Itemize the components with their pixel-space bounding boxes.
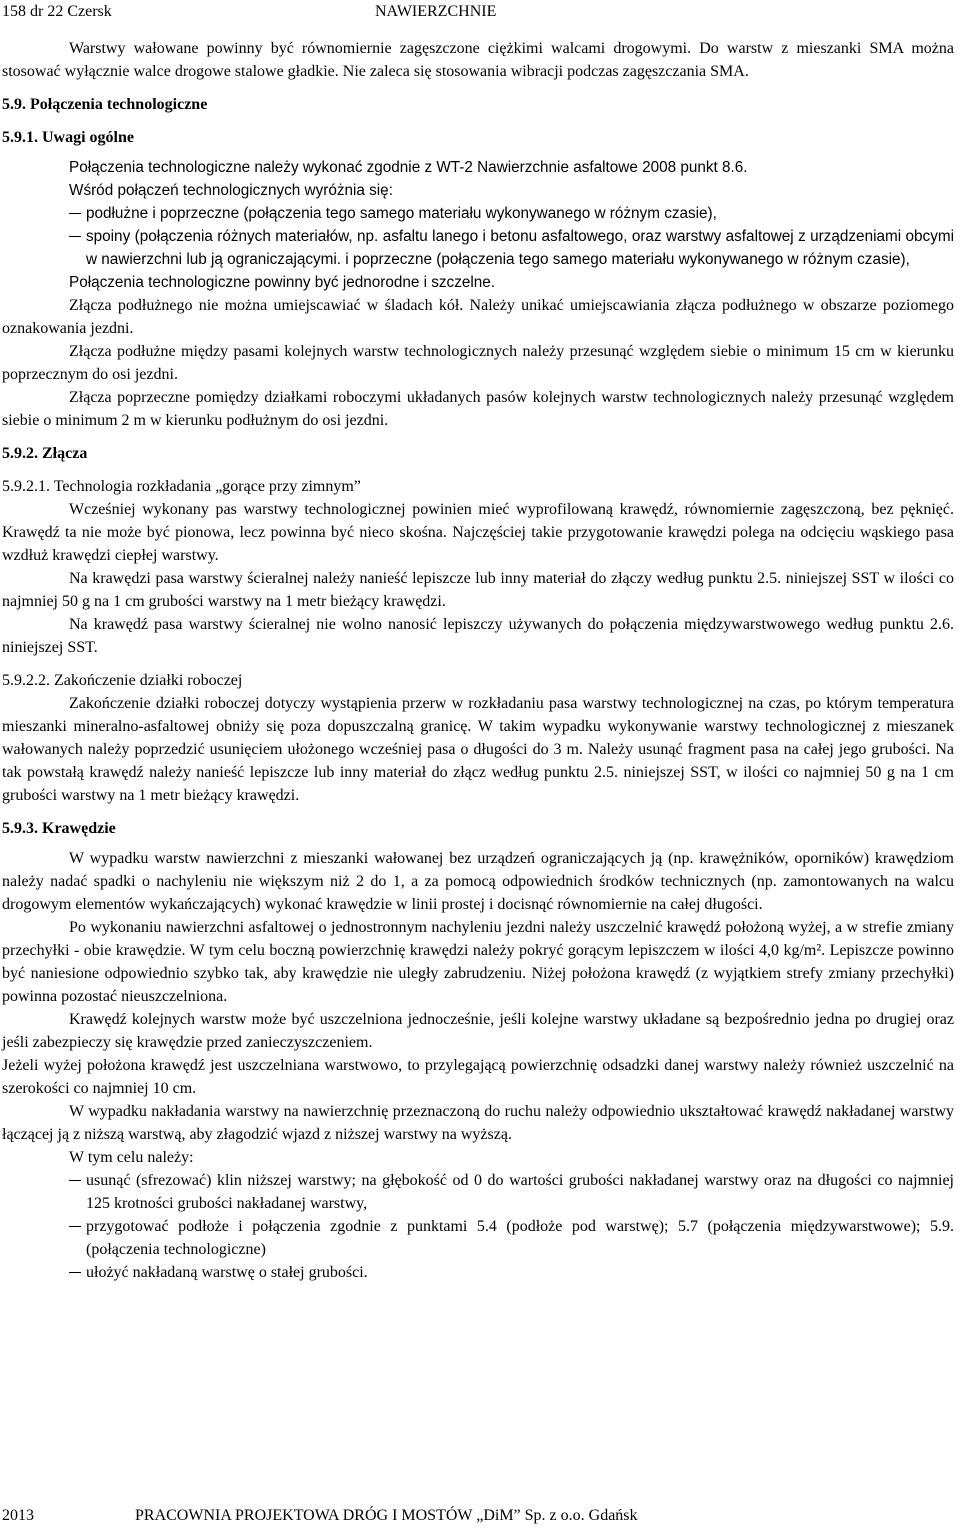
paragraph-edge-sealing: Po wykonaniu nawierzchni asfaltowej o jednostronnym nachyleniu jezdni należy uszczelnić krawędź położoną wyżej, a w strefie zmiany przechyłki - obie krawędzie. W tym celu boczną powierzchnię krawędzi należy pokryć gorącym lepiszczem w ilości 4,0 kg/m². Lepiszcze powinno być naniesione odpowiednio szybko tak, aby krawędzie nie uległy zabrudzeniu. Niżej położona krawędź (z wyjątkiem strefy zmiany przechyłki) powinna pozostać nieuszczelniona.: [2, 919, 954, 1005]
list-item: usunąć (sfrezować) klin niższej warstwy; na głębokość od 0 do wartości grubości nakładanej warstwy oraz na długości co najmniej 125 krotności grubości nakładanej warstwy,: [2, 1169, 954, 1215]
section-heading-5-9-3: 5.9.3. Krawędzie: [2, 820, 116, 837]
list-item: przygotować podłoże i połączenia zgodnie z punktami 5.4 (podłoże pod warstwę); 5.7 (połączenia międzywarstwowe); 5.9. (połączenia technologiczne): [2, 1215, 954, 1261]
paragraph-transverse-offset: Złącza poprzeczne pomiędzy działkami roboczymi układanych pasów kolejnych warstw technologicznych należy przesunąć względem siebie o minimum 2 m w kierunku podłużnym do osi jezdni.: [2, 389, 954, 429]
paragraph-binder-edge: Na krawędzi pasa warstwy ścieralnej należy nanieść lepiszcze lub inny materiał do złączy według punktu 2.5. niniejszej SST w ilości co najmniej 50 g na 1 cm grubości warstwy na 1 metr bieżący krawędzi.: [2, 570, 954, 610]
paragraph-simultaneous-sealing: Krawędź kolejnych warstw może być uszczelniona jednocześnie, jeśli kolejne warstwy układane są bezpośrednio jedna po drugiej oraz jeśli zabezpieczy się krawędzie przed zanieczyszczeniem.: [2, 1011, 954, 1051]
general-remarks-block: [2, 156, 954, 294]
paragraph-edge-profile: Wcześniej wykonany pas warstwy technologicznej powinien mieć wyprofilowaną krawędź, równomiernie zagęszczoną, bez pęknięć. Krawędź ta nie może być pionowa, lecz powinna być nieco skośna. Najczęściej takie przygotowanie krawędzi polega na odcięciu wąskiego pasa wzdłuż krawędzi ciepłej warstwy.: [2, 501, 954, 564]
page-header-info: 158 dr 22 Czersk: [2, 3, 112, 20]
footer-firm: PRACOWNIA PROJEKTOWA DRÓG I MOSTÓW „DiM” Sp. z o.o. Gdańsk: [135, 1507, 638, 1524]
paragraph-uniform: Połączenia technologiczne powinny być jednorodne i szczelne.: [69, 274, 496, 291]
section-heading-5-9-1: 5.9.1. Uwagi ogólne: [2, 129, 134, 146]
list-item: podłużne i poprzeczne (połączenia tego samego materiału wykonywanego w różnym czasie),: [2, 202, 954, 225]
section-heading-5-9: 5.9. Połączenia technologiczne: [2, 96, 208, 113]
paragraph-wheel-tracks: Złącza podłużnego nie można umiejscawiać w śladach kół. Należy unikać umiejscawiania złącza podłużnego w obszarze poziomego oznakowania jezdni.: [2, 297, 954, 337]
list-item: ułożyć nakładaną warstwę o stałej grubości.: [2, 1261, 954, 1284]
section-heading-5-9-2-2: 5.9.2.2. Zakończenie działki roboczej: [2, 672, 243, 689]
document-body: [2, 37, 954, 1284]
section-heading-5-9-2-1: 5.9.2.1. Technologia rozkładania „gorące przy zimnym”: [2, 478, 361, 495]
steps-list: [2, 1169, 954, 1284]
footer-year: 2013: [2, 1507, 34, 1524]
paragraph-no-interlayer-binder: Na krawędź pasa warstwy ścieralnej nie wolno nanosić lepiszczy używanych do połączenia międzywarstwowego według punktu 2.6. niniejszej SST.: [2, 616, 954, 656]
joint-types-list: [2, 202, 954, 271]
paragraph-edge-slopes: W wypadku warstw nawierzchni z mieszanki wałowanej bez urządzeń ograniczających ją (np. krawężników, oporników) krawędziom należy nadać spadki o nachyleniu nie większym niż 2 do 1, a za pomocą odpowiednich środków technicznych (np. zamontowanych na walcu drogowym elementów wykańczających) wykonać krawędzie w linii prostej i docisnąć równomiernie na całej długości.: [2, 850, 954, 913]
paragraph-steps-intro: W tym celu należy:: [69, 1149, 194, 1166]
page-header-section: NAWIERZCHNIE: [375, 3, 497, 20]
paragraph-layered-sealing: Jeżeli wyżej położona krawędź jest uszczelniana warstwowo, to przylegającą powierzchnię odsadzki danej warstwy należy również uszczelnić na szerokości co najmniej 10 cm.: [2, 1057, 954, 1097]
paragraph-overlay: W wypadku nakładania warstwy na nawierzchnię przeznaczoną do ruchu należy odpowiednio ukształtować krawędź nakładanej warstwy łączącej ją z niższą warstwą, aby złagodzić wjazd z niższej warstwy na wyższą.: [2, 1103, 954, 1143]
section-heading-5-9-2: 5.9.2. Złącza: [2, 445, 88, 462]
paragraph-wt2: Połączenia technologiczne należy wykonać zgodnie z WT-2 Nawierzchnie asfaltowe 2008 punkt 8.6.: [69, 159, 748, 176]
paragraph-longitudinal-offset: Złącza podłużne między pasami kolejnych warstw technologicznych należy przesunąć względem siebie o minimum 15 cm w kierunku poprzecznym do osi jezdni.: [2, 343, 954, 383]
paragraph-work-end: Zakończenie działki roboczej dotyczy wystąpienia przerw w rozkładaniu pasa warstwy technologicznej na czas, po którym temperatura mieszanki mineralno-asfaltowej obniży się poza dopuszczalną granicę. W takim wypadku wykonywanie warstwy technologicznej z mieszanek wałowanych należy poprzedzić usunięciem ułożonego wcześniej pasa o długości do 3 m. Należy usunąć fragment pasa na całej jego grubości. Na tak powstałą krawędź należy nanieść lepiszcze lub inny materiał do złącz według punktu 2.5. niniejszej SST, w ilości co najmniej 50 g na 1 cm grubości warstwy na 1 metr bieżący krawędzi.: [2, 695, 954, 804]
paragraph-rolling: Warstwy wałowane powinny być równomiernie zagęszczone ciężkimi walcami drogowymi. Do warstw z mieszanki SMA można stosować wyłącznie walce drogowe stalowe gładkie. Nie zaleca się stosowania wibracji podczas zagęszczania SMA.: [2, 40, 954, 80]
paragraph-joint-types: Wśród połączeń technologicznych wyróżnia się:: [69, 182, 393, 199]
list-item: spoiny (połączenia różnych materiałów, np. asfaltu lanego i betonu asfaltowego, oraz warstwy asfaltowej z urządzeniami obcymi w nawierzchni lub ją ograniczającymi. i poprzeczne (połączenia tego samego materiału wykonywanego w różnym czasie),: [2, 225, 954, 271]
